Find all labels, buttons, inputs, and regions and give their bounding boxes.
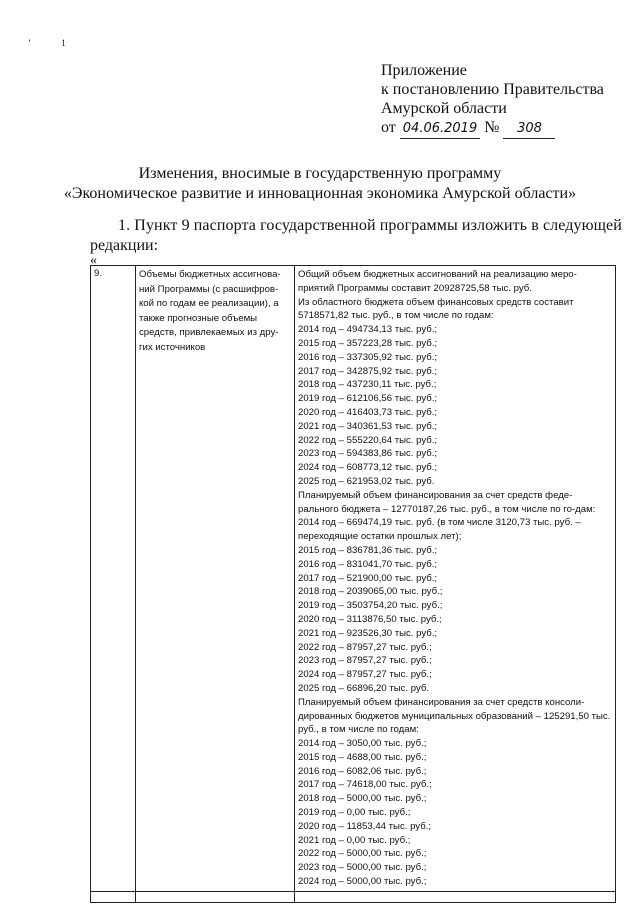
handwritten-date: 04.06.2019 <box>400 119 480 139</box>
funding-line: 2021 год – 923526,30 тыс. руб.; <box>298 627 438 639</box>
funding-line: 2016 год – 337305,92 тыс. руб.; <box>298 351 438 363</box>
program-table <box>90 265 616 903</box>
funding-line: 2023 год – 87957,27 тыс. руб.; <box>298 655 432 667</box>
row-name-cell: Объемы бюджетных ассигнова-ний Программы (с расшифров-кой по годам ее реализации), а также прогнозные объемы средств, привлекаемых из дру-гих источников <box>136 266 295 892</box>
empty-cell <box>91 891 136 902</box>
scan-mark: ’ <box>28 38 31 48</box>
funding-line: 2016 год – 831041,70 тыс. руб.; <box>298 558 438 570</box>
funding-line: 2015 год – 836781,36 тыс. руб.; <box>298 544 438 556</box>
funding-line: 2017 год – 342875,92 тыс. руб.; <box>298 365 438 377</box>
funding-line: 2022 год – 87957,27 тыс. руб.; <box>298 641 432 653</box>
title-line-2: «Экономическое развитие и инновационная экономика Амурской области» <box>63 185 577 202</box>
funding-line: 2018 год – 437230,11 тыс. руб.; <box>298 379 437 391</box>
funding-line: 2025 год – 66896,20 тыс. руб. <box>298 682 430 694</box>
table-row-continued <box>91 891 616 902</box>
funding-line: 2015 год – 4688,00 тыс. руб.; <box>298 751 427 763</box>
funding-line: Планируемый объем финансирования за счет средств консоли-дированных бюджетов муниципальных образований – 125291,50 тыс. руб., в том числе по годам: <box>298 696 611 736</box>
funding-line: 2018 год – 5000,00 тыс. руб.; <box>298 793 427 805</box>
scan-marks <box>28 38 94 48</box>
scan-mark: 1 <box>61 38 66 48</box>
empty-cell <box>295 891 616 902</box>
funding-line: 2014 год – 3050,00 тыс. руб.; <box>298 738 427 750</box>
funding-line: 2020 год – 416403,73 тыс. руб.; <box>298 406 438 418</box>
appendix-date-line <box>381 118 604 139</box>
funding-line: 2024 год – 5000,00 тыс. руб.; <box>298 876 427 888</box>
funding-line: 2025 год – 621953,02 тыс. руб. <box>298 475 435 487</box>
funding-line: 2022 год – 5000,00 тыс. руб.; <box>298 848 427 860</box>
funding-line: 2015 год – 357223,28 тыс. руб.; <box>298 337 438 349</box>
opening-quote: « <box>90 253 97 268</box>
funding-line: 2020 год – 11853,44 тыс. руб.; <box>298 820 432 832</box>
funding-line: 2017 год – 521900,00 тыс. руб.; <box>298 572 438 584</box>
appendix-region: Амурской области <box>381 100 507 117</box>
funding-line: 2024 год – 87957,27 тыс. руб.; <box>298 669 432 681</box>
funding-line: 2021 год – 340361,53 тыс. руб.; <box>298 420 438 432</box>
funding-line: 2022 год – 555220,64 тыс. руб.; <box>298 434 438 446</box>
document-title <box>0 164 640 204</box>
funding-line: 2018 год – 2039065,00 тыс. руб.; <box>298 586 443 598</box>
appendix-title: Приложение <box>381 62 467 79</box>
date-prefix: от <box>381 119 396 136</box>
intro-line-1: 1. Пункт 9 паспорта государственной программы изложить в следующей <box>118 217 622 234</box>
funding-line: 2014 год – 494734,13 тыс. руб.; <box>298 324 438 336</box>
funding-line: Из областного бюджета объем финансовых средств составит 5718571,82 тыс. руб., в том числе по годам: <box>298 296 574 322</box>
appendix-block <box>381 61 604 139</box>
funding-line: 2023 год – 594383,86 тыс. руб.; <box>298 448 438 460</box>
table-row <box>91 266 616 892</box>
title-line-1: Изменения, вносимые в государственную программу <box>138 165 502 182</box>
funding-line: 2016 год – 6082,06 тыс. руб.; <box>298 765 427 777</box>
funding-line: 2024 год – 608773,12 тыс. руб.; <box>298 462 438 474</box>
intro-line-2: редакции: <box>90 237 159 254</box>
handwritten-number: 308 <box>503 119 555 139</box>
funding-line: 2014 год – 669474,19 тыс. руб. (в том числе 3120,73 тыс. руб. – переходящие остатки прошлых лет); <box>298 517 581 543</box>
funding-line: Планируемый объем финансирования за счет средств феде-рального бюджета – 12770187,26 тыс. руб., в том числе по го-дам: <box>298 489 596 515</box>
funding-line: 2023 год – 5000,00 тыс. руб.; <box>298 862 427 874</box>
funding-line: 2017 год – 74618,00 тыс. руб.; <box>298 779 432 791</box>
funding-line: 2021 год – 0,00 тыс. руб.; <box>298 834 411 846</box>
funding-line: Общий объем бюджетных ассигнований на реализацию меро-приятий Программы составит 20928725,58 тыс. руб. <box>298 269 577 294</box>
appendix-reference: к постановлению Правительства <box>381 81 604 98</box>
number-prefix: № <box>484 119 500 136</box>
funding-line: 2020 год – 3113876,50 тыс. руб.; <box>298 613 442 625</box>
funding-line: 2019 год – 3503754,20 тыс. руб.; <box>298 600 443 612</box>
funding-line: 2019 год – 0,00 тыс. руб.; <box>298 807 411 819</box>
empty-cell <box>136 891 295 902</box>
row-details-cell <box>295 266 616 892</box>
funding-line: 2019 год – 612106,56 тыс. руб.; <box>298 393 438 405</box>
intro-paragraph <box>90 216 620 256</box>
row-number-cell: 9. <box>91 266 136 892</box>
